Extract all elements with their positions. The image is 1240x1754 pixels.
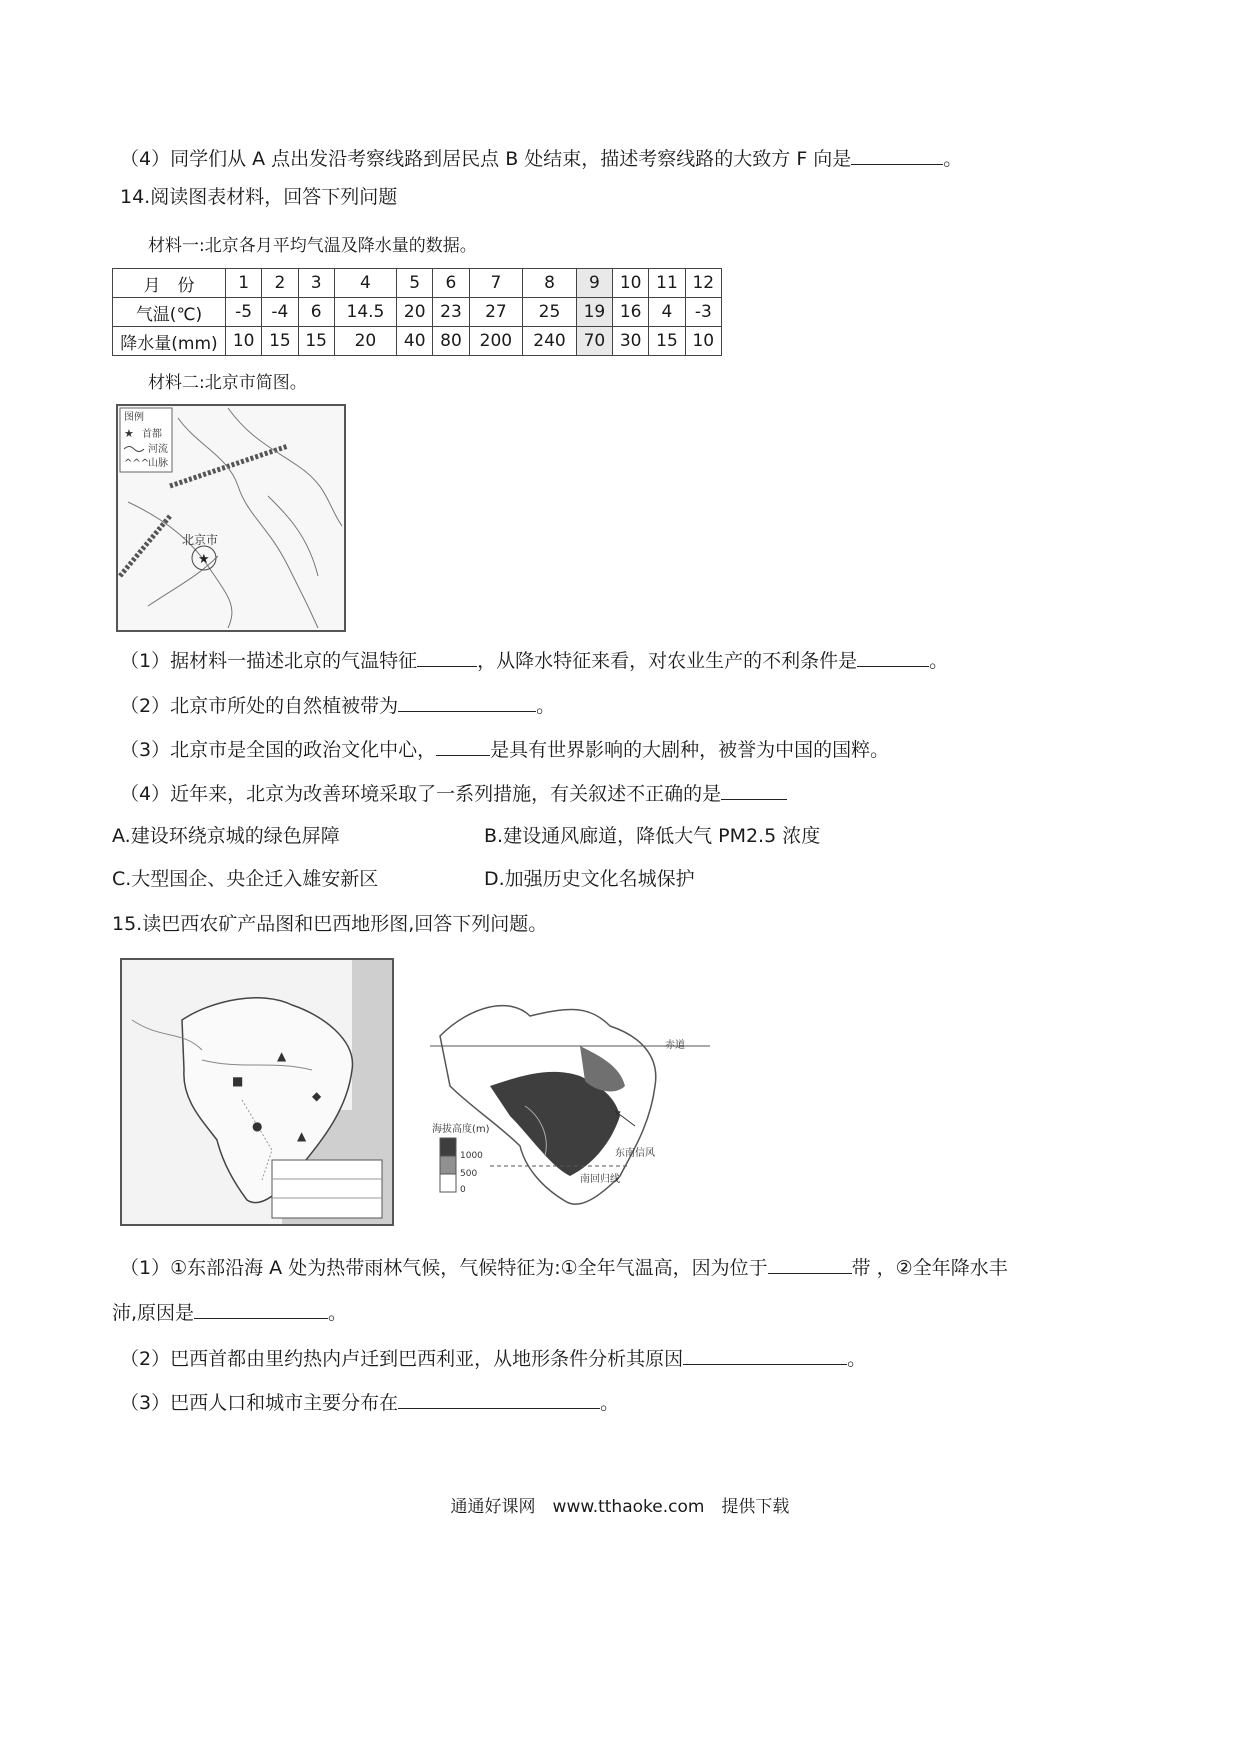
legend-title: 图例 (124, 412, 144, 423)
product-icon: ◆ (312, 1089, 322, 1103)
equator-label: 赤道 (665, 1040, 685, 1051)
product-icon: ■ (232, 1074, 244, 1088)
brazil-products-map (120, 958, 394, 1226)
legend-swatch-low (440, 1174, 456, 1192)
legend-swatch-mid (440, 1156, 456, 1174)
answer-blank[interactable] (417, 646, 477, 667)
q14-2-line: （2）北京市所处的自然植被带为 。 (120, 691, 555, 719)
answer-blank[interactable] (851, 144, 943, 165)
legend-swatch-high (440, 1138, 456, 1156)
answer-blank[interactable] (398, 1388, 600, 1409)
q13-4-text: （4）同学们从 A 点出发沿考察线路到居民点 B 处结束，描述考察线路的大致方 F 向是 (120, 148, 852, 170)
q15-2-line: （2）巴西首都由里约热内卢迁到巴西利亚，从地形条件分析其原因 。 (120, 1344, 866, 1372)
river (228, 408, 342, 526)
q14-title: 14.阅读图表材料，回答下列问题 (120, 186, 398, 208)
material-2-caption: 材料二:北京市简图。 (148, 373, 307, 393)
row-header: 气温(℃) (113, 298, 226, 327)
option-a[interactable]: A.建设环绕京城的绿色屏障 (112, 825, 340, 847)
answer-blank[interactable] (768, 1253, 852, 1274)
table-row-precipitation: 降水量(mm) 10 15 15 20 40 80 200 240 70 30 15 10 (113, 327, 722, 356)
q15-1-line-2: 沛,原因是 。 (112, 1298, 347, 1326)
q15-3-line: （3）巴西人口和城市主要分布在 。 (120, 1388, 619, 1416)
mountain-range-north (170, 446, 288, 486)
river (268, 496, 318, 576)
q14-1-line: （1）据材料一描述北京的气温特征 ，从降水特征来看，对农业生产的不利条件是 。 (120, 646, 948, 674)
product-icon: ▲ (297, 1129, 307, 1143)
answer-blank[interactable] (721, 779, 787, 800)
river (178, 418, 318, 628)
beijing-climate-table (112, 268, 722, 356)
row-header: 月 份 (113, 269, 226, 298)
answer-blank[interactable] (857, 646, 929, 667)
product-icon: ▲ (277, 1049, 287, 1063)
option-c[interactable]: C.大型国企、央企迁入雄安新区 (112, 868, 379, 890)
brazil-terrain-drawing (430, 986, 710, 1220)
beijing-map-drawing (118, 406, 344, 630)
table-row-temperature: 气温(℃) -5 -4 6 14.5 20 23 27 25 19 16 4 -3 (113, 298, 722, 327)
answer-blank[interactable] (398, 691, 536, 712)
answer-blank[interactable] (194, 1298, 328, 1319)
brazil-terrain-map (430, 986, 710, 1220)
answer-blank[interactable] (436, 735, 490, 756)
svg-text:500: 500 (460, 1169, 478, 1179)
q15-1-line: （1）①东部沿海 A 处为热带雨林气候，气候特征为:①全年气温高，因为位于 带 ，②全年降水丰 (120, 1253, 1008, 1281)
q14-4-line: （4）近年来，北京为改善环境采取了一系列措施，有关叙述不正确的是 (120, 779, 787, 807)
row-header: 降水量(mm) (113, 327, 226, 356)
wind-label: 东南信风 (615, 1148, 655, 1159)
svg-text:首都: 首都 (142, 429, 162, 440)
brazil-products-drawing (122, 960, 392, 1224)
q14-3-line: （3）北京市是全国的政治文化中心， 是具有世界影响的大剧种，被誉为中国的国粹。 (120, 735, 889, 763)
tropic-label: 南回归线 (580, 1174, 620, 1185)
capital-icon: ★ (124, 427, 134, 440)
table-row-months: 月 份 1 2 3 4 5 6 7 8 9 10 11 12 (113, 269, 722, 298)
altitude-legend-title: 海拔高度(m) (432, 1124, 490, 1135)
city-label: 北京市 (182, 533, 219, 547)
material-1-caption: 材料一:北京各月平均气温及降水量的数据。 (148, 236, 477, 256)
svg-text:0: 0 (460, 1185, 466, 1195)
mountain-range-west (120, 516, 170, 576)
river (128, 502, 232, 628)
svg-text:1000: 1000 (460, 1151, 483, 1161)
svg-text:山脉: 山脉 (148, 458, 168, 469)
option-b[interactable]: B.建设通风廊道，降低大气 PM2.5 浓度 (484, 825, 821, 847)
answer-blank[interactable] (683, 1344, 847, 1365)
option-d[interactable]: D.加强历史文化名城保护 (484, 868, 695, 890)
q13-4-line: （4）同学们从 A 点出发沿考察线路到居民点 B 处结束，描述考察线路的大致方 F 向是 。 (120, 144, 962, 172)
q15-title: 15.读巴西农矿产品图和巴西地形图,回答下列问题。 (112, 913, 548, 935)
page-footer: 通通好课网 www.tthaoke.com 提供下载 (450, 1497, 790, 1517)
mountain-icon: ^^^ (124, 458, 150, 469)
products-legend (272, 1160, 382, 1218)
capital-star-icon: ★ (198, 552, 210, 567)
product-icon: ● (252, 1119, 263, 1133)
svg-text:河流: 河流 (148, 444, 168, 455)
beijing-map (116, 404, 346, 632)
